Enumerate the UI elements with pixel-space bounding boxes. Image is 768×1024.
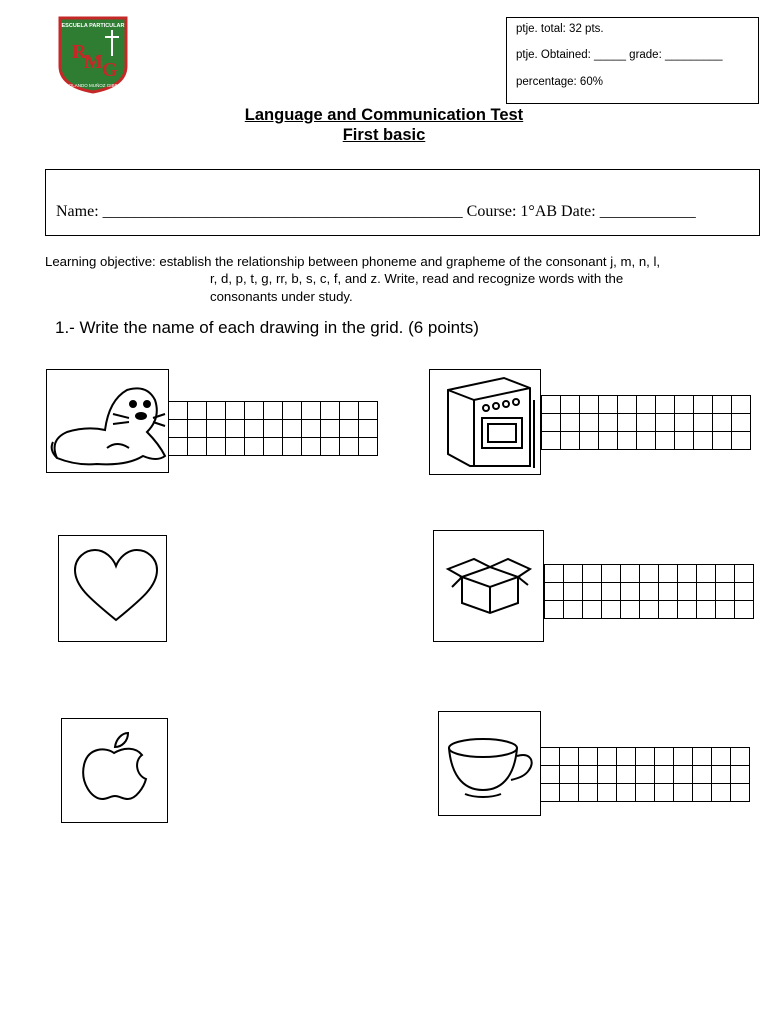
apple-picture <box>61 718 168 823</box>
svg-text:G: G <box>102 59 118 81</box>
box-picture <box>433 530 544 642</box>
heart-icon <box>59 536 166 641</box>
objective-line-1: Learning objective: establish the relationship between phoneme and grapheme of the consonant j, m, n, l, <box>45 254 661 269</box>
heart-picture <box>58 535 167 642</box>
objective-line-3: consonants under study. <box>210 289 353 304</box>
student-info-box <box>45 169 760 236</box>
svg-text:ROLANDO MUÑOZ GIBBS: ROLANDO MUÑOZ GIBBS <box>65 83 121 88</box>
score-percentage: percentage: 60% <box>516 76 603 88</box>
score-box <box>506 17 759 104</box>
seal-picture <box>46 369 169 473</box>
svg-text:ESCUELA PARTICULAR: ESCUELA PARTICULAR <box>61 23 125 29</box>
test-title: Language and Communication Test <box>244 106 524 124</box>
cup-icon <box>439 712 540 815</box>
objective-line-2: r, d, p, t, g, rr, b, s, c, f, and z. Write, read and recognize words with the <box>210 271 624 286</box>
answer-grid-box[interactable] <box>544 564 754 619</box>
test-subtitle: First basic <box>342 126 426 144</box>
name-course-date-line[interactable]: Name: _____________________________________________ Course: 1°AB Date: ____________ <box>56 203 696 220</box>
cup-picture <box>438 711 541 816</box>
answer-grid-stove[interactable] <box>541 395 751 450</box>
seal-icon <box>47 370 168 472</box>
svg-text:M: M <box>84 51 103 73</box>
apple-icon <box>62 719 167 822</box>
answer-grid-cup[interactable] <box>540 747 750 802</box>
stove-picture <box>429 369 541 475</box>
svg-text:R: R <box>72 41 87 63</box>
box-icon <box>434 531 543 641</box>
school-logo <box>58 16 128 94</box>
stove-icon <box>430 370 540 474</box>
score-total: ptje. total: 32 pts. <box>516 23 604 35</box>
answer-grid-seal[interactable] <box>168 401 378 456</box>
question-1: 1.- Write the name of each drawing in the grid. (6 points) <box>55 318 479 337</box>
score-obtained: ptje. Obtained: _____ grade: _________ <box>516 49 723 61</box>
